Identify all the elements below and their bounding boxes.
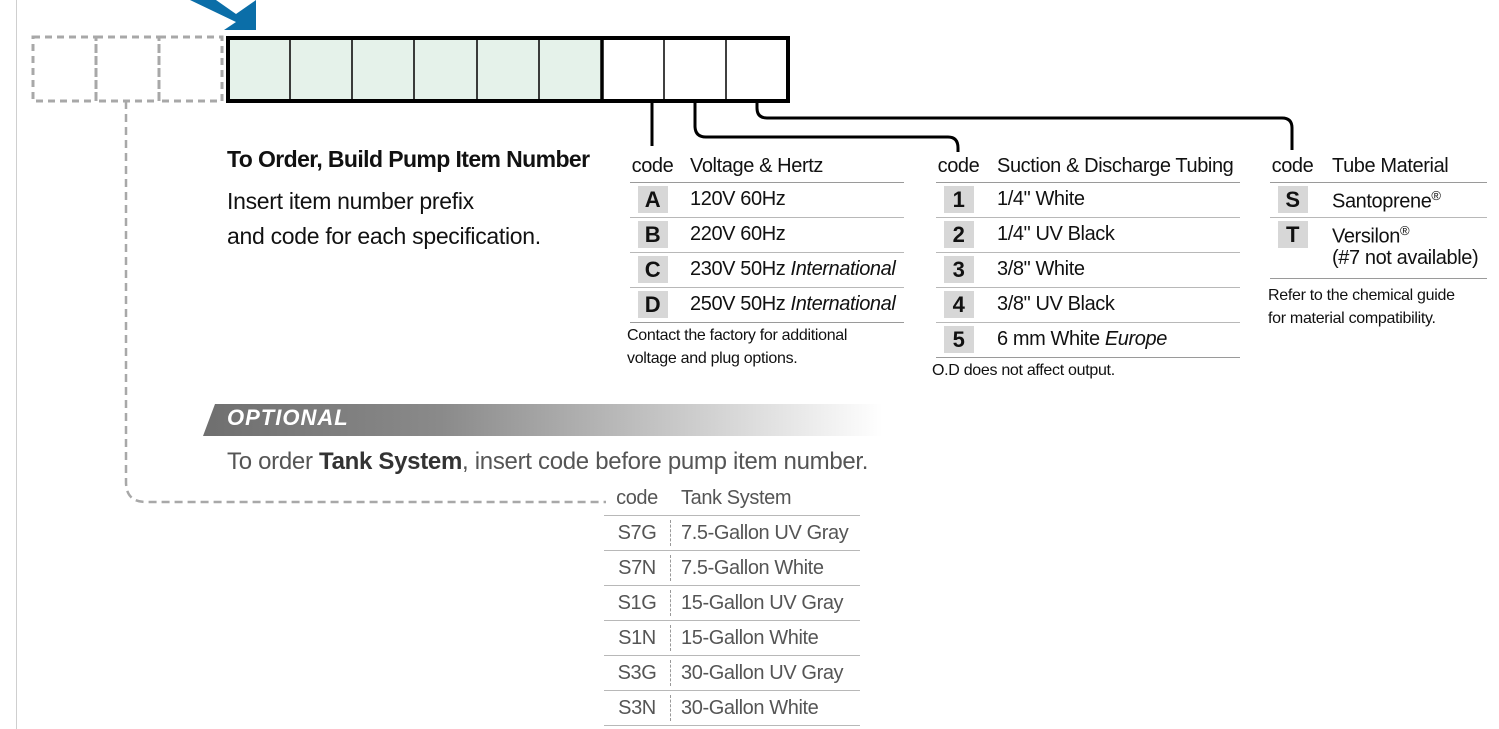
voltage-code: D bbox=[638, 291, 668, 318]
tank-row bbox=[604, 621, 860, 656]
voltage-code: A bbox=[638, 186, 668, 213]
tubing-title: Suction & Discharge Tubing bbox=[997, 155, 1234, 177]
connector-tubing bbox=[695, 101, 958, 152]
optional-label: OPTIONAL bbox=[227, 405, 349, 430]
tubing-desc: 3/8" UV Black bbox=[997, 293, 1115, 315]
voltage-note-line-2: voltage and plug options. bbox=[627, 350, 798, 367]
tank-header bbox=[604, 481, 860, 516]
tubing-code: 4 bbox=[944, 291, 974, 318]
prefix-boxes bbox=[33, 37, 222, 101]
tubing-desc: 6 mm White bbox=[997, 328, 1100, 350]
material-title: Tube Material bbox=[1332, 155, 1449, 177]
prefix-box-1 bbox=[33, 37, 96, 101]
voltage-desc: 220V 60Hz bbox=[690, 223, 786, 245]
tank-table bbox=[604, 481, 860, 726]
tubing-row bbox=[936, 218, 1240, 253]
optional-instruction-bold: Tank System bbox=[319, 448, 463, 475]
tubing-row bbox=[936, 183, 1240, 218]
material-table bbox=[1270, 148, 1487, 279]
voltage-desc: 120V 60Hz bbox=[690, 188, 786, 210]
prefix-box-3 bbox=[159, 37, 222, 101]
tank-code: S1N bbox=[618, 627, 656, 649]
tubing-desc: 3/8" White bbox=[997, 258, 1085, 280]
material-note-line-1: Refer to the chemical guide bbox=[1268, 287, 1455, 304]
tank-row bbox=[604, 551, 860, 586]
tank-desc: 30-Gallon UV Gray bbox=[681, 662, 844, 684]
tank-row bbox=[604, 516, 860, 551]
material-row bbox=[1270, 218, 1487, 279]
material-note-line-2: for material compatibility. bbox=[1268, 310, 1436, 327]
registered-mark: ® bbox=[1431, 188, 1441, 203]
material-note bbox=[1268, 284, 1455, 330]
tubing-desc: 1/4" UV Black bbox=[997, 223, 1115, 245]
tank-desc: 15-Gallon UV Gray bbox=[681, 592, 844, 614]
order-instruction-line-2: and code for each specification. bbox=[227, 223, 541, 249]
voltage-desc: 230V 50Hz bbox=[690, 258, 786, 280]
voltage-row bbox=[630, 288, 904, 323]
voltage-row bbox=[630, 253, 904, 288]
material-code: T bbox=[1278, 221, 1308, 248]
tank-desc: 7.5-Gallon UV Gray bbox=[681, 522, 849, 544]
voltage-header bbox=[630, 148, 904, 183]
prefix-box-2 bbox=[96, 37, 159, 101]
order-heading: To Order, Build Pump Item Number bbox=[227, 146, 590, 172]
tubing-code: 1 bbox=[944, 186, 974, 213]
voltage-code: B bbox=[638, 221, 668, 248]
voltage-code-header: code bbox=[631, 155, 674, 177]
tank-code-header: code bbox=[616, 487, 658, 509]
tank-code: S3G bbox=[617, 662, 657, 684]
voltage-region: International bbox=[790, 258, 896, 280]
tubing-code-header: code bbox=[937, 155, 980, 177]
material-availability-note: (#7 not available) bbox=[1332, 247, 1479, 269]
optional-instruction-pre: To order bbox=[227, 448, 320, 475]
material-code: S bbox=[1278, 186, 1308, 213]
voltage-note bbox=[627, 324, 847, 370]
tubing-note: O.D does not affect output. bbox=[932, 362, 1115, 379]
registered-mark: ® bbox=[1399, 223, 1410, 238]
voltage-note-line-1: Contact the factory for additional bbox=[627, 327, 848, 344]
material-desc: Versilon bbox=[1332, 225, 1400, 248]
voltage-table bbox=[630, 148, 904, 323]
tubing-row bbox=[936, 323, 1240, 358]
tank-code: S7N bbox=[618, 557, 656, 579]
tubing-code: 3 bbox=[944, 256, 974, 283]
voltage-region: International bbox=[790, 293, 896, 315]
tubing-code: 2 bbox=[944, 221, 974, 248]
tank-code: S7G bbox=[617, 522, 657, 544]
tank-row bbox=[604, 656, 860, 691]
order-instruction-line-1: Insert item number prefix bbox=[227, 188, 474, 214]
material-code-header: code bbox=[1271, 155, 1314, 177]
optional-instruction-post: , insert code before pump item number. bbox=[462, 448, 869, 475]
tubing-row bbox=[936, 253, 1240, 288]
connector-material bbox=[757, 101, 1292, 150]
tank-code: S3N bbox=[618, 697, 656, 719]
optional-instruction bbox=[227, 448, 868, 476]
voltage-row bbox=[630, 183, 904, 218]
arrow-icon bbox=[190, 0, 256, 30]
tank-desc: 15-Gallon White bbox=[681, 627, 819, 649]
tubing-header bbox=[936, 148, 1240, 183]
tubing-table bbox=[936, 148, 1240, 358]
tubing-row bbox=[936, 288, 1240, 323]
tubing-region: Europe bbox=[1104, 328, 1167, 350]
material-desc: Santoprene bbox=[1332, 190, 1432, 213]
item-boxes-fill bbox=[228, 38, 602, 101]
voltage-desc: 250V 50Hz bbox=[690, 293, 786, 315]
voltage-code: C bbox=[638, 256, 668, 283]
tank-desc: 30-Gallon White bbox=[681, 697, 819, 719]
material-header bbox=[1270, 148, 1487, 183]
tubing-desc: 1/4" White bbox=[997, 188, 1085, 210]
voltage-row bbox=[630, 218, 904, 253]
tank-row bbox=[604, 691, 860, 726]
material-row bbox=[1270, 183, 1487, 218]
voltage-title: Voltage & Hertz bbox=[690, 155, 823, 177]
tank-row bbox=[604, 586, 860, 621]
tank-title: Tank System bbox=[681, 487, 792, 509]
tank-code: S1G bbox=[617, 592, 657, 614]
tank-desc: 7.5-Gallon White bbox=[681, 557, 824, 579]
tubing-code: 5 bbox=[944, 326, 974, 353]
